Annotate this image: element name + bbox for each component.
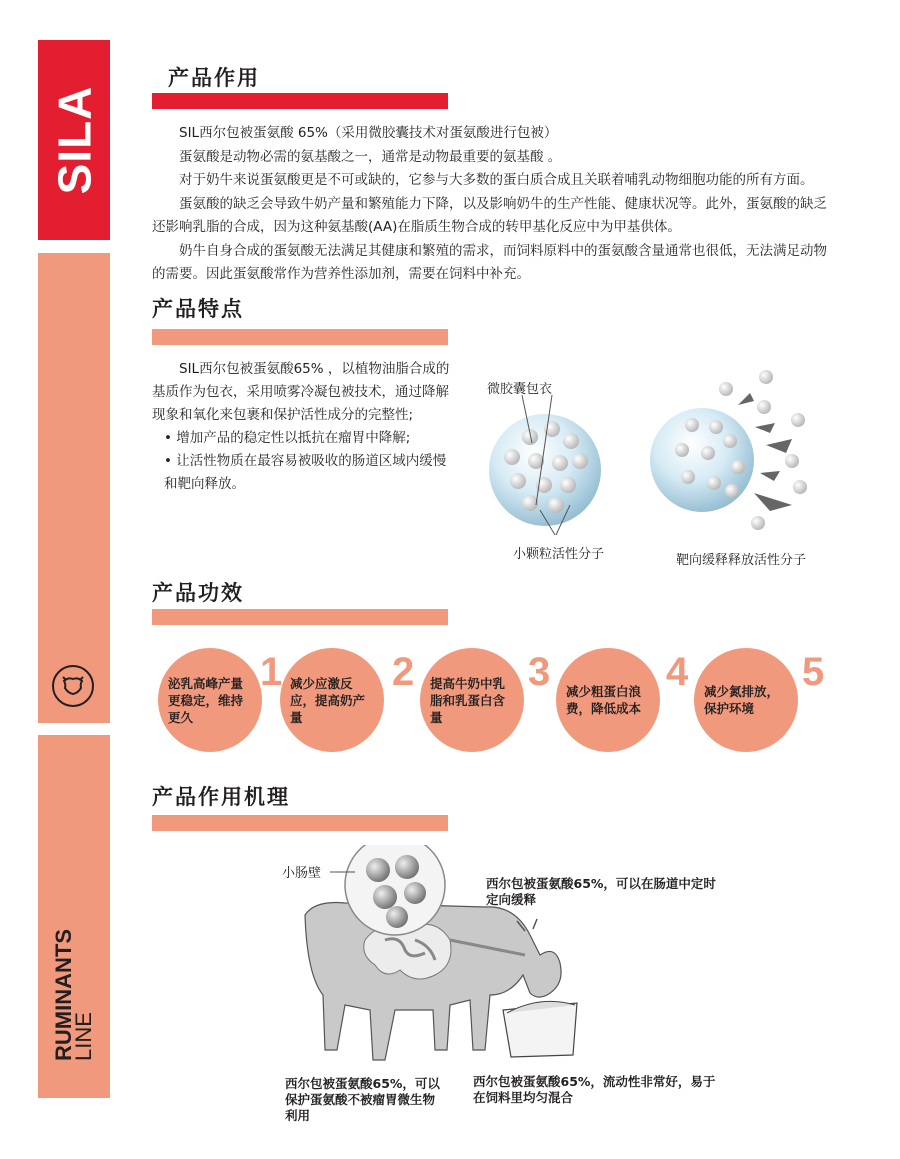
features-intro: SIL西尔包被蛋氨酸65% ，以植物油脂合成的基质作为包衣，采用喷雾冷凝包被技术，通过降解现象和氧化来包裹和保护活性成分的完整性;: [152, 361, 450, 423]
benefit-circle: [420, 648, 524, 752]
section-underline-red: [152, 93, 448, 109]
features-bullet: • 增加产品的稳定性以抵抗在瘤胃中降解;: [164, 430, 411, 446]
function-paragraph: 蛋氨酸是动物必需的氨基酸之一，通常是动物最重要的氨基酸 。: [179, 148, 562, 165]
brand-logo: [38, 40, 110, 240]
product-line-label: [38, 900, 110, 1090]
benefit-number: 4: [666, 650, 689, 694]
section-underline: [152, 815, 448, 831]
note-flow: 西尔包被蛋氨酸65%，流动性非常好，易于在饲料里均匀混合: [473, 1074, 716, 1105]
benefit-text: 泌乳高峰产量更稳定，维持更久: [168, 675, 244, 725]
benefit-number: 1: [260, 650, 283, 694]
cow-emblem-icon: [52, 665, 94, 707]
brand-name: SILA: [48, 85, 100, 195]
features-text: [152, 358, 450, 496]
benefit-circle: [158, 648, 262, 752]
function-paragraph: 对于奶牛来说蛋氨酸更是不可或缺的，它参与大多数的蛋白质合成且关联着哺乳动物细胞功能的所有方面。: [179, 172, 814, 188]
function-paragraph: 蛋氨酸的缺乏会导致牛奶产量和繁殖能力下降，以及影响奶牛的生产性能、健康状况等。此外，蛋氨酸的缺乏还影响乳脂的合成，因为这种氨基酸(AA)在脂质生物合成的转甲基化反应中为甲基供体。: [152, 195, 827, 235]
line-subtitle: LINE: [71, 1012, 96, 1061]
section-title-function: 产品作用: [168, 66, 260, 90]
note-release: 西尔包被蛋氨酸65%，可以在肠道中定时定向缓释: [486, 876, 716, 907]
label-intestine-wall: 小肠壁: [282, 866, 322, 881]
benefit-circle: [556, 648, 660, 752]
function-paragraph: 奶牛自身合成的蛋氨酸无法满足其健康和繁殖的需求，而饲料原料中的蛋氨酸含量通常也很低，无法满足动物的需要。因此蛋氨酸常作为营养性添加剂，需要在饲料中补充。: [152, 242, 827, 282]
function-text: [152, 122, 832, 287]
label-release: 靶向缓释释放活性分子: [676, 553, 807, 568]
benefit-text: 减少氮排放，保护环境: [704, 684, 780, 716]
benefit-number: 2: [392, 650, 415, 694]
sidebar-band-upper: [38, 253, 110, 723]
function-paragraph: SIL西尔包被蛋氨酸 65%（采用微胶囊技术对蛋氨酸进行包被）: [179, 125, 558, 141]
note-protect: 西尔包被蛋氨酸65%，可以保护蛋氨酸不被瘤胃微生物利用: [285, 1076, 440, 1123]
section-title-efficacy: 产品功效: [152, 581, 244, 605]
benefit-circle: [694, 648, 798, 752]
section-title-mechanism: 产品作用机理: [152, 785, 290, 809]
capsule-releasing: [650, 408, 754, 512]
features-bullet: • 让活性物质在最容易被吸收的肠道区域内缓慢和靶向释放。: [164, 453, 447, 492]
benefit-text: 提高牛奶中乳脂和乳蛋白含量: [430, 675, 506, 725]
benefit-text: 减少粗蛋白浪费，降低成本: [566, 684, 642, 716]
label-molecules: 小颗粒活性分子: [513, 547, 605, 562]
line-title: RUMINANTS: [51, 929, 76, 1061]
benefit-number: 5: [802, 650, 825, 694]
benefit-number: 3: [528, 650, 551, 694]
benefit-text: 减少应激反应，提高奶产量: [290, 675, 366, 725]
label-coating: 微胶囊包衣: [487, 382, 553, 397]
benefit-circle: [280, 648, 384, 752]
section-underline: [152, 329, 448, 345]
section-title-features: 产品特点: [152, 297, 244, 321]
section-underline: [152, 609, 448, 625]
